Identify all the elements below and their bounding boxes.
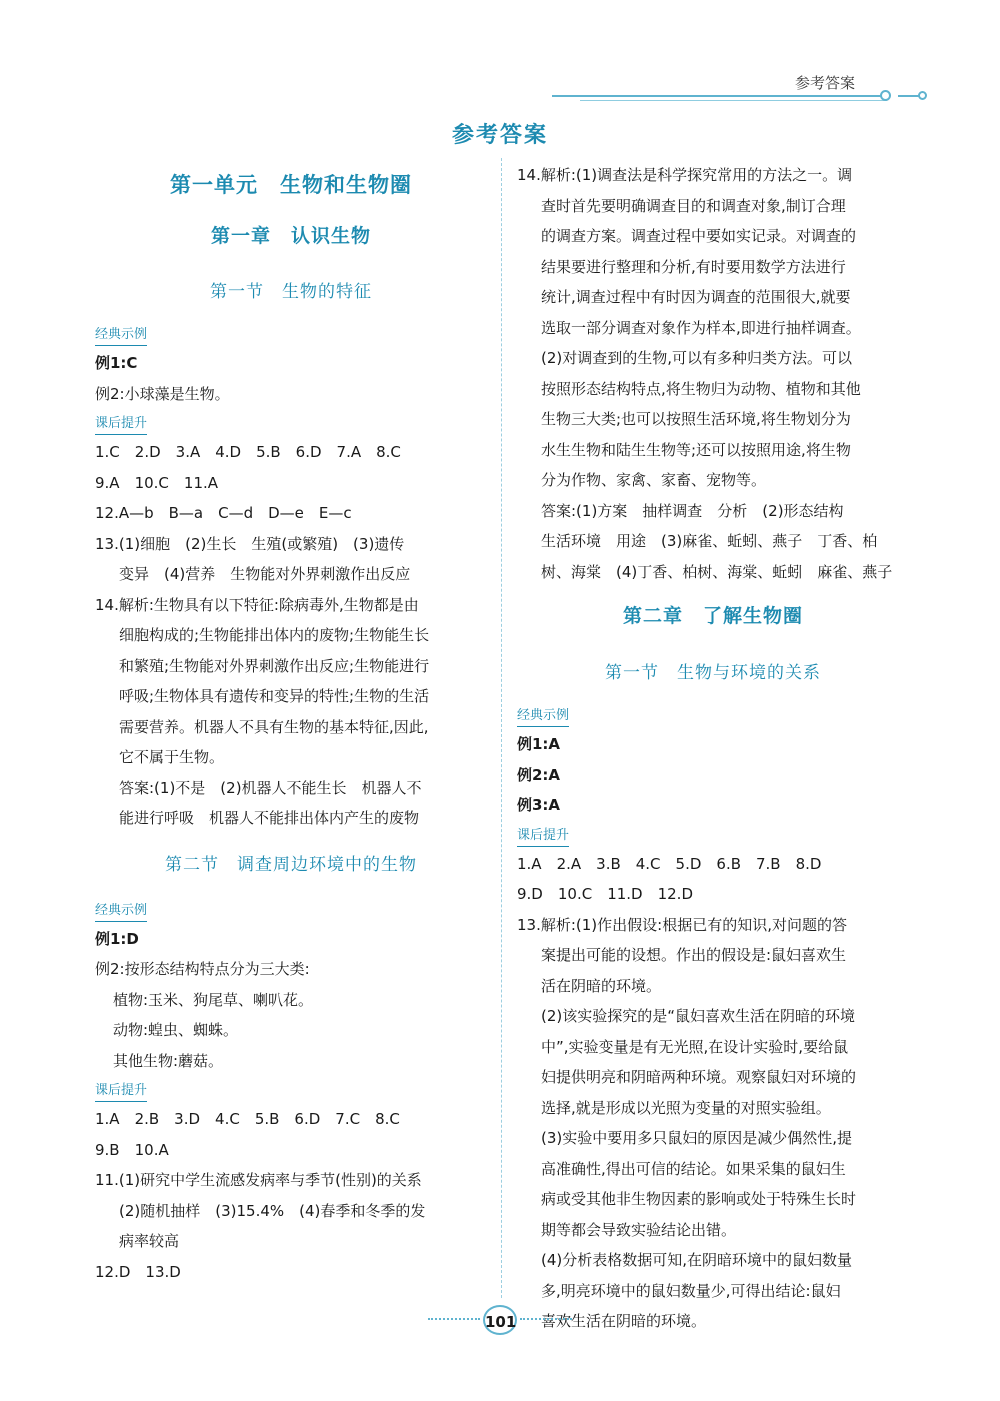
answer-line: 中”,实验变量是有无光照,在设计实验时,要给鼠 xyxy=(541,1037,849,1056)
answer-line: 动物:蝗虫、蜘蛛。 xyxy=(113,1021,239,1039)
column-divider xyxy=(501,158,502,1298)
answer-line: 13.解析:(1)作出假设:根据已有的知识,对问题的答 xyxy=(517,915,847,934)
header-circle-small-icon xyxy=(918,91,927,100)
answer-line: 例3:A xyxy=(517,796,561,814)
answer-line: 多,明亮环境中的鼠妇数量少,可得出结论:鼠妇 xyxy=(541,1281,841,1300)
answer-line: 高准确性,得出可信的结论。如果采集的鼠妇生 xyxy=(541,1159,846,1178)
answer-line: 答案:(1)不是 (2)机器人不能生长 机器人不 xyxy=(119,778,422,797)
right-column xyxy=(517,160,909,1337)
answer-line: 活在阴暗的环境。 xyxy=(541,976,662,995)
answer-line: 查时首先要明确调查目的和调查对象,制订合理 xyxy=(541,196,846,215)
answer-line: 和繁殖;生物能对外界刺激作出反应;生物能进行 xyxy=(119,656,430,675)
page-number: 101 xyxy=(483,1305,517,1335)
answer-line: 例2:小球藻是生物。 xyxy=(95,384,230,403)
answer-line: 例1:C xyxy=(95,354,138,372)
answer-line: 9.D 10.C 11.D 12.D xyxy=(517,885,694,903)
answer-line: (4)分析表格数据可知,在阴暗环境中的鼠妇数量 xyxy=(541,1251,853,1269)
answer-line: 例1:A xyxy=(517,735,561,753)
answer-line: 答案:(1)方案 抽样调查 分析 (2)形态结构 xyxy=(541,501,844,520)
answer-line: 1.A 2.A 3.B 4.C 5.D 6.B 7.B 8.D xyxy=(517,854,822,873)
answer-line: 病率较高 xyxy=(119,1232,180,1250)
answer-line: 统计,调查过程中有时因为调查的范围很大,就要 xyxy=(541,288,851,306)
answer-line: 妇提供明亮和阴暗两种环境。观察鼠妇对环境的 xyxy=(541,1068,857,1086)
answer-line: 生活环境 用途 (3)麻雀、蚯蚓、燕子 丁香、柏 xyxy=(541,532,878,550)
chapter-title: 第一章 认识生物 xyxy=(210,225,371,247)
tag-after-class: 课后提升 xyxy=(95,1080,147,1102)
answer-line: 需要营养。机器人不具有生物的基本特征,因此, xyxy=(119,717,429,736)
answer-line: 14.解析:生物具有以下特征:除病毒外,生物都是由 xyxy=(95,595,419,614)
answer-line: 例1:D xyxy=(95,929,139,948)
tag-after-class: 课后提升 xyxy=(95,413,147,435)
tag-classic-examples: 经典示例 xyxy=(95,900,147,922)
answer-line: 期等都会导致实验结论出错。 xyxy=(541,1220,737,1239)
answer-line: 水生生物和陆生生物等;还可以按照用途,将生物 xyxy=(541,440,851,459)
tag-classic-examples: 经典示例 xyxy=(517,705,569,727)
section-title: 第二节 调查周边环境中的生物 xyxy=(165,854,417,875)
answer-line: (2)随机抽样 (3)15.4% (4)春季和冬季的发 xyxy=(119,1201,426,1220)
answer-line: 细胞构成的;生物能排出体内的废物;生物能生长 xyxy=(119,626,430,644)
answer-line: (2)该实验探究的是“鼠妇喜欢生活在阴暗的环境 xyxy=(541,1007,856,1025)
answer-line: 树、海棠 (4)丁香、柏树、海棠、蚯蚓 麻雀、燕子 xyxy=(541,562,893,581)
answer-line: 选取一部分调查对象作为样本,即进行抽样调查。 xyxy=(541,318,861,337)
answer-line: 能进行呼吸 机器人不能排出体内产生的废物 xyxy=(119,809,420,827)
answer-line: 的调查方案。调查过程中要如实记录。对调查的 xyxy=(541,227,857,245)
answer-line: 1.C 2.D 3.A 4.D 5.B 6.D 7.A 8.C xyxy=(95,443,401,461)
answer-line: 9.B 10.A xyxy=(95,1140,169,1159)
answer-line: (3)实验中要用多只鼠妇的原因是减少偶然性,提 xyxy=(541,1129,853,1147)
answer-line: 植物:玉米、狗尾草、喇叭花。 xyxy=(113,990,314,1009)
answer-line: 例2:A xyxy=(517,765,561,784)
answer-line: 生物三大类;也可以按照生活环境,将生物划分为 xyxy=(541,410,851,428)
page-number-wrap xyxy=(0,1305,1000,1335)
answer-line: 它不属于生物。 xyxy=(119,748,225,766)
header-rule xyxy=(552,95,887,97)
unit-title: 第一单元 生物和生物圈 xyxy=(170,173,412,197)
answer-line: 病或受其他非生物因素的影响或处于特殊生长时 xyxy=(541,1190,857,1208)
tag-classic-examples: 经典示例 xyxy=(95,324,147,346)
answer-line: 其他生物:蘑菇。 xyxy=(113,1051,224,1070)
section-title: 第一节 生物的特征 xyxy=(210,282,372,302)
answer-line: 分为作物、家禽、家畜、宠物等。 xyxy=(541,471,767,489)
tag-after-class: 课后提升 xyxy=(517,825,569,847)
answer-line: 9.A 10.C 11.A xyxy=(95,473,219,492)
answer-line: 选择,就是形成以光照为变量的对照实验组。 xyxy=(541,1098,831,1117)
answer-line: 14.解析:(1)调查法是科学探究常用的方法之一。调 xyxy=(517,166,853,184)
answer-line: 案提出可能的设想。作出的假设是:鼠妇喜欢生 xyxy=(541,946,847,964)
running-header: 参考答案 xyxy=(794,74,855,92)
answer-line: 呼吸;生物体具有遗传和变异的特性;生物的生活 xyxy=(119,687,430,705)
section-title: 第一节 生物与环境的关系 xyxy=(605,663,821,683)
answer-line: 1.A 2.B 3.D 4.C 5.B 6.D 7.C 8.C xyxy=(95,1110,400,1128)
answer-line: 结果要进行整理和分析,有时要用数学方法进行 xyxy=(541,257,846,276)
answer-line: 按照形态结构特点,将生物归为动物、植物和其他 xyxy=(541,379,861,398)
header-rule-thin xyxy=(580,100,887,101)
header-rule-tail xyxy=(898,95,920,97)
header-circle-icon xyxy=(880,90,891,101)
answer-line: 12.A—b B—a C—d D—e E—c xyxy=(95,504,352,522)
page-title: 参考答案 xyxy=(451,123,548,148)
answer-line: 13.(1)细胞 (2)生长 生殖(或繁殖) (3)遗传 xyxy=(95,534,405,553)
answer-line: 12.D 13.D xyxy=(95,1262,181,1281)
answer-line: 例2:按形态结构特点分为三大类: xyxy=(95,960,310,978)
answer-line: 喜欢生活在阴暗的环境。 xyxy=(541,1312,707,1330)
left-column xyxy=(95,160,487,1287)
answer-line: 11.(1)研究中学生流感发病率与季节(性别)的关系 xyxy=(95,1171,422,1189)
chapter-title: 第二章 了解生物圈 xyxy=(622,605,803,627)
answer-line: (2)对调查到的生物,可以有多种归类方法。可以 xyxy=(541,349,853,367)
answer-line: 变异 (4)营养 生物能对外界刺激作出反应 xyxy=(119,565,411,583)
